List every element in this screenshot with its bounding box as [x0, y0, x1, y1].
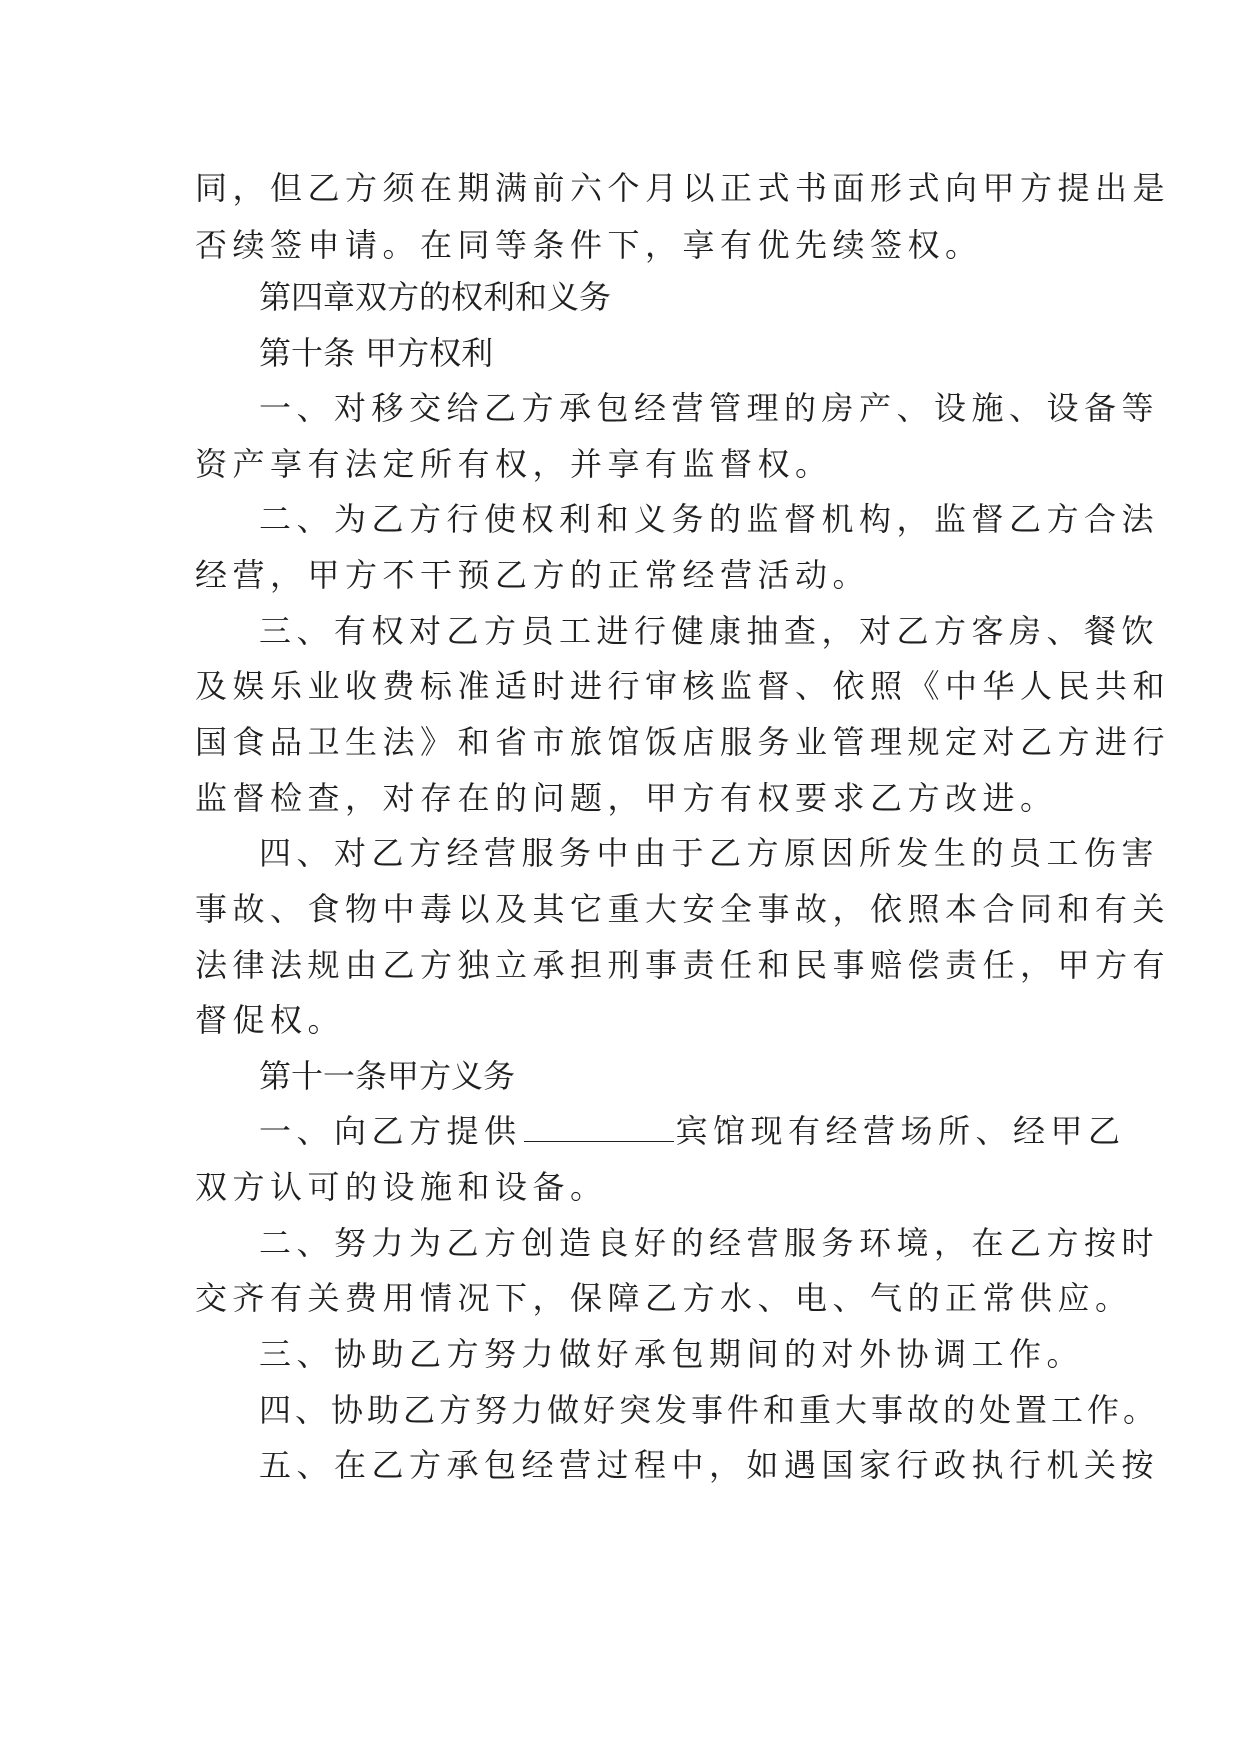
text-segment: 一、向乙方提供 [259, 1112, 522, 1150]
text-line: 一、对移交给乙方承包经营管理的房产、设施、设备等 [259, 389, 1160, 427]
text-line: 四、对乙方经营服务中由于乙方原因所发生的员工伤害 [259, 834, 1160, 872]
text-line: 二、为乙方行使权利和义务的监督机构，监督乙方合法 [259, 500, 1160, 538]
text-line: 国食品卫生法》和省市旅馆饭店服务业管理规定对乙方进行 [195, 723, 1171, 761]
text-line: 事故、食物中毒以及其它重大安全事故，依照本合同和有关 [195, 890, 1171, 928]
fill-in-blank[interactable] [524, 1113, 674, 1142]
text-line: 三、有权对乙方员工进行健康抽查，对乙方客房、餐饮 [259, 612, 1160, 650]
text-line: 否续签申请。在同等条件下，享有优先续签权。 [195, 226, 983, 264]
text-line: 三、协助乙方努力做好承包期间的对外协调工作。 [259, 1335, 1085, 1373]
text-segment: 宾馆现有经营场所、经甲乙 [675, 1112, 1126, 1150]
text-line: 双方认可的设施和设备。 [195, 1168, 608, 1206]
text-line: 交齐有关费用情况下，保障乙方水、电、气的正常供应。 [195, 1279, 1133, 1317]
article-heading: 第十一条甲方义务 [259, 1057, 516, 1095]
text-line: 五、在乙方承包经营过程中，如遇国家行政执行机关按 [259, 1446, 1160, 1484]
text-line: 二、努力为乙方创造良好的经营服务环境，在乙方按时 [259, 1224, 1160, 1262]
text-line: 资产享有法定所有权，并享有监督权。 [195, 445, 833, 483]
text-line: 四、协助乙方努力做好突发事件和重大事故的处置工作。 [259, 1391, 1160, 1429]
text-line: 同，但乙方须在期满前六个月以正式书面形式向甲方提出是 [195, 169, 1171, 207]
text-line: 法律法规由乙方独立承担刑事责任和民事赔偿责任，甲方有 [195, 946, 1171, 984]
text-line: 及娱乐业收费标准适时进行审核监督、依照《中华人民共和 [195, 667, 1171, 705]
chapter-heading: 第四章双方的权利和义务 [259, 278, 612, 316]
text-line-with-blank [259, 1101, 1126, 1161]
text-line: 经营，甲方不干预乙方的正常经营活动。 [195, 556, 871, 594]
text-line: 监督检查，对存在的问题，甲方有权要求乙方改进。 [195, 779, 1058, 817]
article-heading: 第十条 甲方权利 [259, 334, 494, 372]
text-line: 督促权。 [195, 1001, 346, 1039]
